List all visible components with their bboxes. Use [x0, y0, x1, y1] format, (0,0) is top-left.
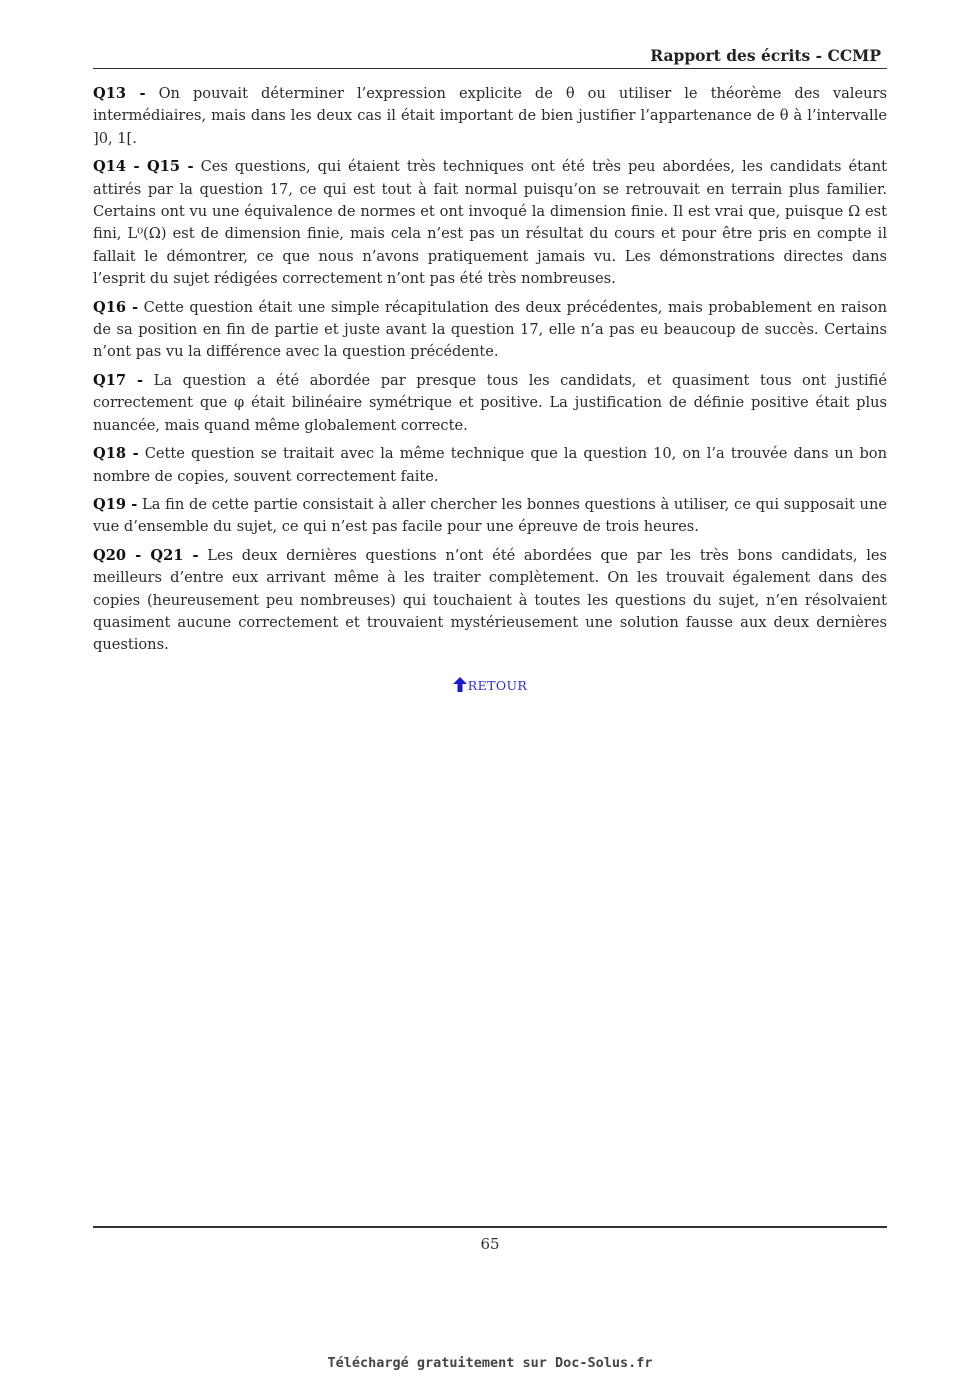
footer-divider: [93, 1226, 887, 1228]
paragraph-text: Ces questions, qui étaient très techniques ont été très peu abordées, les candidats étant attirés par la question 17, ce qui est tout à fait normal puisqu’on se retrouvait en terrain plus familier. Certains ont vu une équivalence de normes et ont invoqué la dimension finie. Il est vrai que, puisque Ω est fini, L⁰(Ω) est de dimension finie, mais cela n’est pas un résultat du cours et pour être pris en compte il fallait le démontrer, ce que nous n’avons pratiquement jamais vu. Les démonstrations directes dans l’esprit du sujet rédigées correctement n’ont pas été très nombreuses.: [93, 158, 887, 288]
paragraph-text: La fin de cette partie consistait à aller chercher les bonnes questions à utiliser, ce qui supposait une vue d’ensemble du sujet, ce qui n’est pas facile pour une épreuve de trois heures.: [93, 495, 887, 536]
page-header: [93, 44, 887, 69]
header-title: Rapport des écrits - CCMP: [650, 46, 881, 65]
paragraph-text: La question a été abordée par presque tous les candidats, et quasiment tous ont justifié correctement que φ était bilinéaire symétrique et positive. La justification de définie positive était plus nuancée, mais quand même globalement correcte.: [93, 371, 887, 434]
download-note: Téléchargé gratuitement sur Doc-Solus.fr: [327, 1355, 653, 1371]
question-label: Q20 - Q21 -: [93, 546, 199, 564]
paragraph-text: On pouvait déterminer l’expression explicite de θ ou utiliser le théorème des valeurs intermédiaires, mais dans les deux cas il était important de bien justifier l’appartenance de θ à l’intervalle ]0, 1[.: [93, 85, 887, 147]
question-label: Q14 - Q15 -: [93, 158, 194, 176]
retour-link[interactable]: [93, 677, 887, 693]
page-number: 65: [480, 1235, 500, 1253]
question-label: Q18 -: [93, 445, 139, 463]
retour-label[interactable]: RETOUR: [467, 677, 528, 693]
arrow-up-icon: [453, 677, 467, 692]
paragraph-q20-q21: [93, 545, 887, 657]
paragraph-text: Cette question se traitait avec la même technique que la question 10, on l’a trouvée dans un bon nombre de copies, souvent correctement faite.: [93, 445, 887, 485]
paragraph-q16: [93, 297, 887, 364]
report-content: [93, 83, 887, 693]
question-label: Q13 -: [93, 85, 146, 102]
paragraph-text: Les deux dernières questions n’ont été abordées que par les très bons candidats, les meilleurs d’entre eux arrivant même à les traiter complètement. On les trouvait également dans des copies (heureusement peu nombreuses) qui touchaient à toutes les questions du sujet, n’en résolvaient quasiment aucune correctement et trouvaient mystérieusement une solution fausse aux deux dernières questions.: [93, 546, 887, 654]
paragraph-q14-q15: [93, 156, 887, 290]
paragraph-q19: [93, 494, 887, 539]
paragraph-q13: [93, 83, 887, 150]
paragraph-q18: [93, 443, 887, 488]
question-label: Q16 -: [93, 298, 139, 316]
question-label: Q17 -: [93, 371, 144, 389]
paragraph-text: Cette question était une simple récapitulation des deux précédentes, mais probablement en raison de sa position en fin de partie et juste avant la question 17, elle n’a pas eu beaucoup de succès. Certains n’ont pas vu la différence avec la question précédente.: [93, 298, 887, 361]
question-label: Q19 -: [93, 495, 138, 513]
paragraph-q17: [93, 370, 887, 437]
